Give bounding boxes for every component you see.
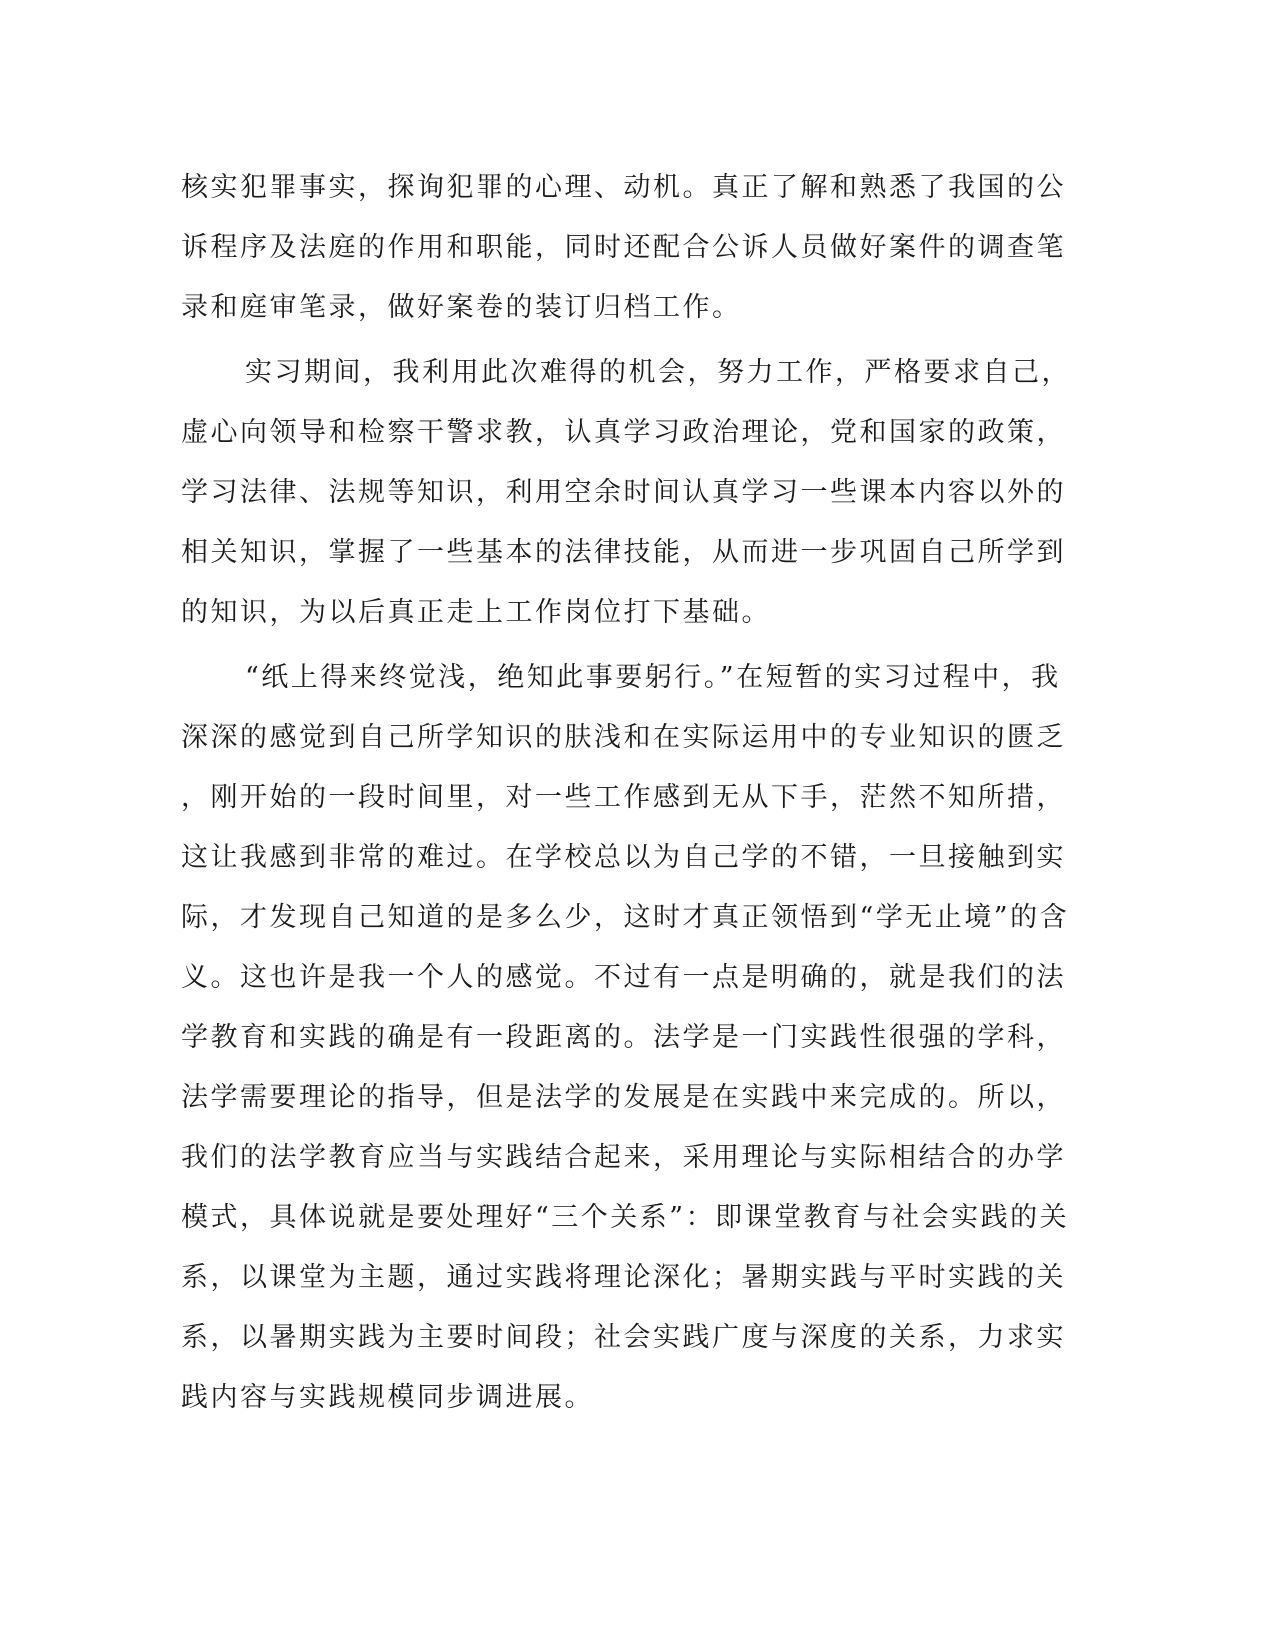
paragraph-2	[181, 343, 1071, 643]
paragraph-line: “纸上得来终觉浅，绝知此事要躬行。”在短暂的实习过程中，我	[245, 662, 1061, 693]
paragraph-line: 深深的感觉到自己所学知识的肤浅和在实际运用中的专业知识的匮乏	[181, 722, 1066, 753]
paragraph-line: 虚心向领导和检察干警求教，认真学习政治理论，党和国家的政策，	[181, 417, 1066, 448]
paragraph-line: 际，才发现自己知道的是多么少，这时才真正领悟到“学无止境”的含	[181, 902, 1070, 933]
paragraph-line: 诉程序及法庭的作用和职能，同时还配合公诉人员做好案件的调查笔	[181, 232, 1066, 263]
paragraph-line: 义。这也许是我一个人的感觉。不过有一点是明确的，就是我们的法	[181, 962, 1066, 993]
paragraph-line: 相关知识，掌握了一些基本的法律技能，从而进一步巩固自己所学到	[181, 537, 1066, 568]
paragraph-1	[181, 158, 1066, 338]
paragraph-line: 核实犯罪事实，探询犯罪的心理、动机。真正了解和熟悉了我国的公	[181, 172, 1066, 203]
paragraph-line: 实习期间，我利用此次难得的机会，努力工作，严格要求自己，	[245, 357, 1071, 388]
paragraph-line: 我们的法学教育应当与实践结合起来，采用理论与实际相结合的办学	[181, 1142, 1066, 1173]
paragraph-line: 践内容与实践规模同步调进展。	[181, 1382, 594, 1413]
paragraph-line: 法学需要理论的指导，但是法学的发展是在实践中来完成的。所以，	[181, 1082, 1066, 1113]
paragraph-line: 学习法律、法规等知识，利用空余时间认真学习一些课本内容以外的	[181, 477, 1066, 508]
paragraph-line: 录和庭审笔录，做好案卷的装订归档工作。	[181, 292, 742, 323]
paragraph-line: 系，以暑期实践为主要时间段；社会实践广度与深度的关系，力求实	[181, 1322, 1066, 1353]
paragraph-line: 学教育和实践的确是有一段距离的。法学是一门实践性很强的学科，	[181, 1022, 1066, 1053]
paragraph-line: 系，以课堂为主题，通过实践将理论深化；暑期实践与平时实践的关	[181, 1262, 1066, 1293]
document-body	[181, 158, 1071, 1428]
paragraph-line: 这让我感到非常的难过。在学校总以为自己学的不错，一旦接触到实	[181, 842, 1066, 873]
paragraph-line: 模式，具体说就是要处理好“三个关系”：即课堂教育与社会实践的关	[181, 1202, 1070, 1233]
paragraph-line: ，刚开始的一段时间里，对一些工作感到无从下手，茫然不知所措，	[181, 782, 1066, 813]
paragraph-3	[181, 648, 1070, 1428]
paragraph-line: 的知识，为以后真正走上工作岗位打下基础。	[181, 597, 771, 628]
